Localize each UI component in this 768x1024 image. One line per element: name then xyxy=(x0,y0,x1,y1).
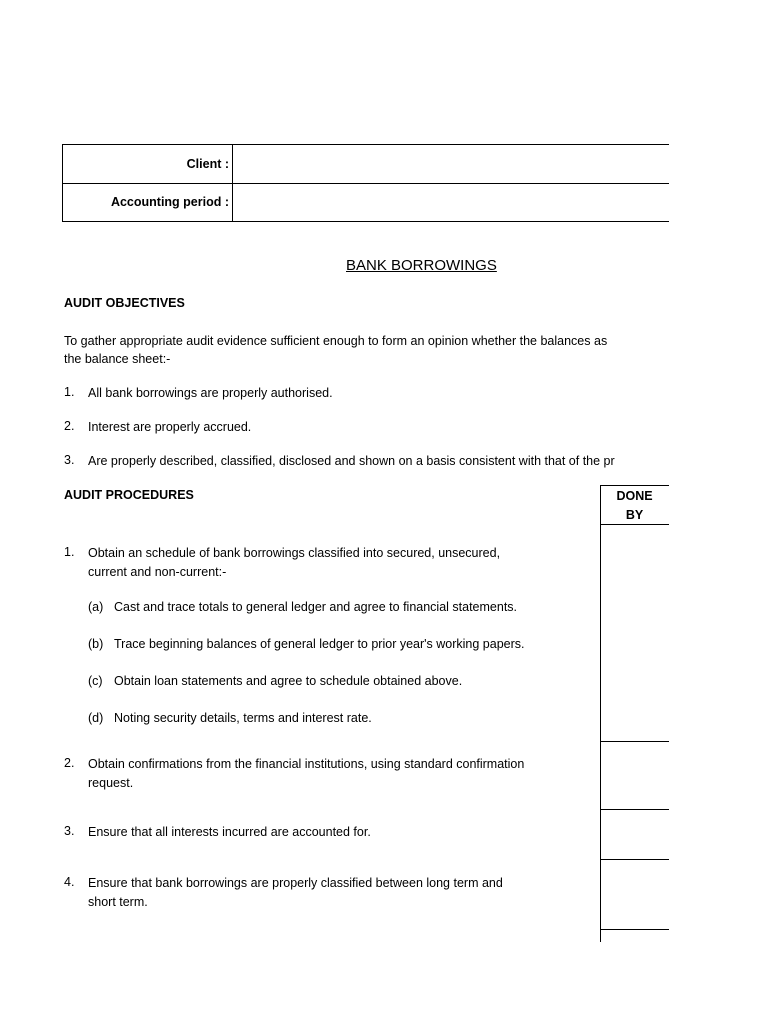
audit-procedures-heading: AUDIT PROCEDURES xyxy=(64,488,194,502)
client-label: Client : xyxy=(186,157,229,171)
procedure-line: request. xyxy=(88,776,134,790)
objective-number: 1. xyxy=(64,385,75,399)
objectives-intro-line: the balance sheet:- xyxy=(64,352,171,366)
procedure-line: Ensure that bank borrowings are properly classified between long term and xyxy=(88,876,503,890)
procedure-number: 4. xyxy=(64,875,75,889)
done-by-label: BY xyxy=(625,508,644,522)
done-by-column-border xyxy=(600,524,601,942)
procedure-line: Obtain an schedule of bank borrowings classified into secured, unsecured, xyxy=(88,546,501,560)
subitem-text: Noting security details, terms and interest rate. xyxy=(114,711,372,725)
objective-text: Interest are properly accrued. xyxy=(88,420,252,434)
page-title: BANK BORROWINGS xyxy=(346,257,497,274)
subitem-label: (b) xyxy=(88,637,104,651)
procedure-line: current and non-current:- xyxy=(88,565,227,579)
audit-objectives-heading: AUDIT OBJECTIVES xyxy=(64,296,185,310)
objectives-intro-line: To gather appropriate audit evidence sufficient enough to form an opinion whether the balances as xyxy=(64,334,608,348)
subitem-text: Trace beginning balances of general ledger to prior year's working papers. xyxy=(114,637,525,651)
objective-number: 3. xyxy=(64,453,75,467)
done-by-row-divider xyxy=(600,809,669,810)
done-by-row-divider xyxy=(600,741,669,742)
subitem-label: (d) xyxy=(88,711,104,725)
objective-text: All bank borrowings are properly authorised. xyxy=(88,386,333,400)
subitem-text: Cast and trace totals to general ledger and agree to financial statements. xyxy=(114,600,518,614)
subitem-text: Obtain loan statements and agree to schedule obtained above. xyxy=(114,674,463,688)
objective-text: Are properly described, classified, disclosed and shown on a basis consistent with that of the pr xyxy=(88,454,615,468)
procedure-number: 2. xyxy=(64,756,75,770)
objective-number: 2. xyxy=(64,419,75,433)
table-column-divider xyxy=(232,145,233,221)
subitem-label: (a) xyxy=(88,600,104,614)
table-row-divider xyxy=(63,183,669,184)
procedure-line: short term. xyxy=(88,895,148,909)
done-by-row-divider xyxy=(600,929,669,930)
done-by-row-divider xyxy=(600,859,669,860)
procedure-line: Ensure that all interests incurred are accounted for. xyxy=(88,825,371,839)
subitem-label: (c) xyxy=(88,674,103,688)
done-by-label: DONE xyxy=(616,489,653,503)
procedure-number: 1. xyxy=(64,545,75,559)
accounting-period-label: Accounting period : xyxy=(110,195,229,209)
procedure-line: Obtain confirmations from the financial institutions, using standard confirmation xyxy=(88,757,525,771)
client-info-table xyxy=(62,144,669,222)
procedure-number: 3. xyxy=(64,824,75,838)
